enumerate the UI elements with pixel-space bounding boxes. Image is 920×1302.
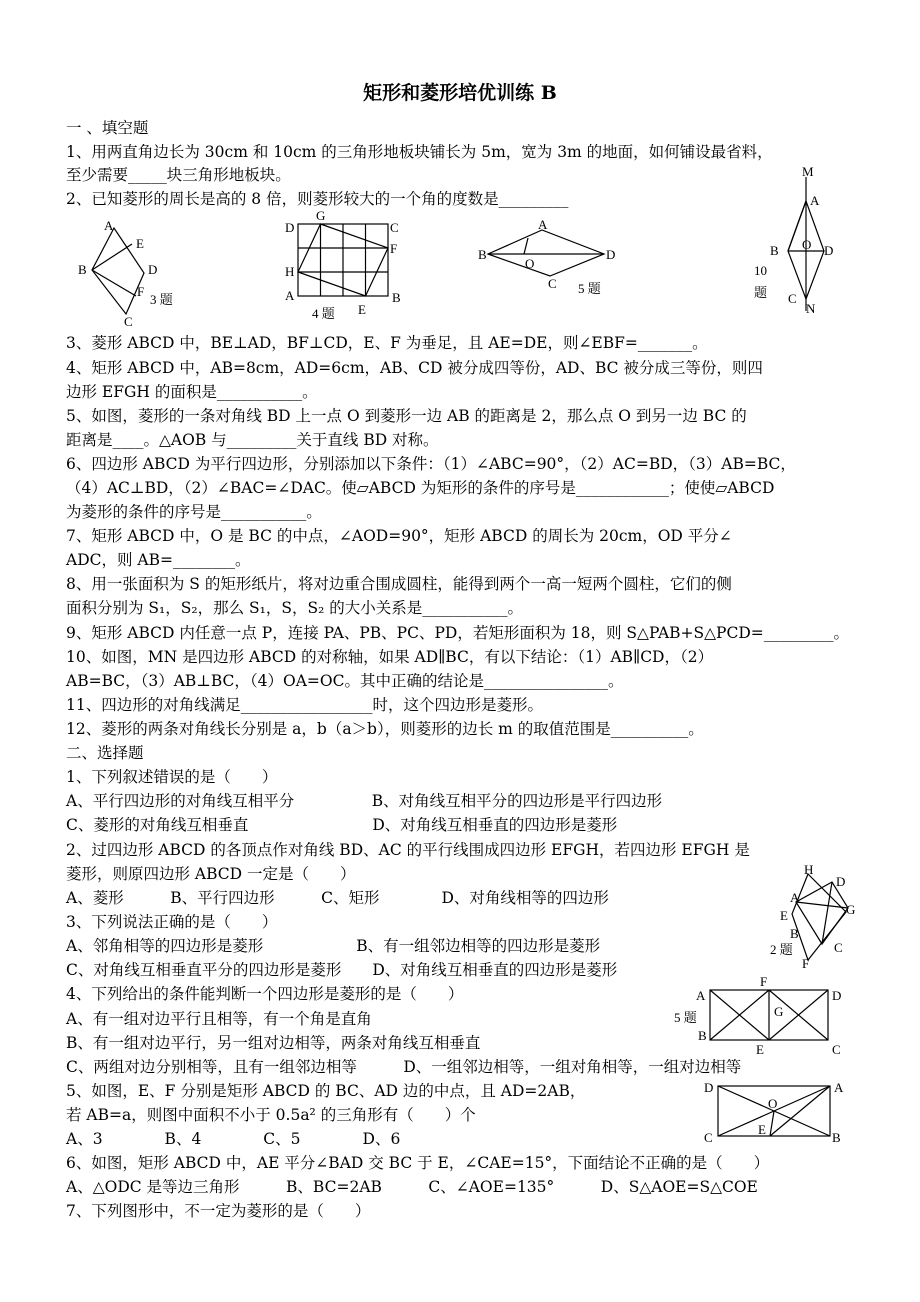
quadrilateral-abcd — [796, 882, 848, 944]
question-line: 2、已知菱形的周长是高的 8 倍，则菱形较大的一个角的度数是_________ — [66, 190, 569, 208]
question-line: 5、如图，E、F 分别是矩形 ABCD 的 BC、AD 边的中点，且 AD=2AB， — [66, 1082, 586, 1100]
label-a: A — [810, 193, 820, 208]
question-line: 边形 EFGH 的面积是___________。 — [66, 383, 318, 401]
label-e: E — [780, 908, 788, 923]
label-c: C — [548, 276, 557, 291]
label-a: A — [790, 890, 800, 905]
question-line: 5、如图，菱形的一条对角线 BD 上一点 O 到菱形一边 AB 的距离是 2，那么点 O 到另一边 BC 的 — [66, 407, 747, 425]
question-line: 12、菱形的两条对角线长分别是 a，b（a＞b），则菱形的边长 m 的取值范围是__________。 — [66, 720, 704, 738]
label-f: F — [802, 956, 810, 971]
segment-ae — [770, 1086, 830, 1136]
label-h: H — [285, 264, 295, 279]
question-line: 7、矩形 ABCD 中，O 是 BC 的中点，∠AOD=90°，矩形 ABCD 的周长为 20cm，OD 平分∠ — [66, 527, 732, 545]
question-line: 6、如图，矩形 ABCD 中，AE 平分∠BAD 交 BC 于 E，∠CAE=15°，下面结论不正确的是（ ） — [66, 1154, 770, 1172]
label-d: D — [836, 874, 846, 889]
question-line: 9、矩形 ABCD 内任意一点 P，连接 PA、PB、PC、PD，若矩形面积为 18，则 S△PAB+S△PCD=_________。 — [66, 624, 850, 642]
label-d: D — [832, 988, 842, 1003]
label-g: G — [774, 1004, 784, 1019]
question-line: 至少需要_____块三角形地板块。 — [66, 166, 291, 184]
figure-caption: 3 题 — [150, 292, 173, 307]
figure-q10 — [748, 163, 848, 327]
figure-caption: 5 题 — [674, 1010, 697, 1025]
label-c: C — [390, 220, 399, 235]
question-line: 面积分别为 S₁，S₂，那么 S₁，S，S₂ 的大小关系是___________。 — [66, 599, 523, 617]
figure-caption: 4 题 — [312, 306, 335, 321]
label-a: A — [696, 988, 706, 1003]
figure-caption: 题 — [754, 285, 768, 300]
label-b: B — [78, 262, 87, 277]
figure-caption: 5 题 — [578, 281, 601, 296]
diagonal-ac — [796, 902, 848, 908]
question-line: （4）AC⊥BD，（2）∠BAC=∠DAC。使▱ABCD 为矩形的条件的序号是____________；使使▱ABCD — [66, 479, 775, 497]
label-b: B — [832, 1130, 841, 1145]
label-d: D — [606, 247, 616, 262]
label-c: C — [832, 1042, 841, 1057]
label-d: D — [285, 220, 295, 235]
section-heading-choice: 二、选择题 — [66, 744, 144, 762]
question-line: 6、四边形 ABCD 为平行四边形，分别添加以下条件：（1）∠ABC=90°，（2）AC=BD，（3）AB=BC， — [66, 455, 796, 473]
label-d: D — [148, 262, 158, 277]
option-line: A、△ODC 是等边三角形 B、BC=2AB C、∠AOE=135° D、S△AOE=S△COE — [66, 1178, 758, 1196]
label-b: B — [790, 926, 799, 941]
label-o: O — [768, 1096, 778, 1111]
question-line: ADC，则 AB=________。 — [66, 551, 251, 569]
label-c: C — [124, 314, 133, 326]
segment-be — [92, 244, 132, 270]
question-line: 1、用两直角边长为 30cm 和 10cm 的三角形地板块铺长为 5m，宽为 3m 的地面，如何铺设最省料， — [66, 143, 773, 161]
label-b: B — [392, 290, 401, 305]
page-title: 矩形和菱形培优训练 B — [363, 82, 557, 104]
segment-bf — [92, 270, 136, 296]
label-a: A — [538, 218, 548, 232]
figure-q3 — [74, 218, 186, 330]
label-a: A — [285, 288, 295, 303]
option-line: A、平行四边形的对角线互相平分 B、对角线互相平分的四边形是平行四边形 — [66, 792, 663, 810]
label-o: O — [525, 256, 535, 271]
option-line: A、有一组对边平行且相等，有一个角是直角 — [66, 1010, 372, 1028]
option-line: C、菱形的对角线互相垂直 D、对角线互相垂直的四边形是菱形 — [66, 816, 618, 834]
perpendicular-segment — [524, 238, 528, 254]
label-b: B — [698, 1028, 707, 1043]
figure-caption: 2 题 — [770, 942, 793, 957]
label-n: N — [806, 301, 816, 316]
question-line: 若 AB=a，则图中面积不小于 0.5a² 的三角形有（ ）个 — [66, 1106, 476, 1124]
segment-oe — [770, 1111, 774, 1136]
label-b: B — [770, 243, 779, 258]
question-line: 4、矩形 ABCD 中，AB=8cm，AD=6cm，AB、CD 被分成四等份，AD、BC 被分成三等份，则四 — [66, 359, 763, 377]
option-line: A、菱形 B、平行四边形 C、矩形 D、对角线相等的四边形 — [66, 889, 609, 907]
section-heading-fill-blank: 一 、填空题 — [66, 119, 149, 137]
label-h: H — [804, 862, 814, 877]
option-line: A、邻角相等的四边形是菱形 B、有一组邻边相等的四边形是菱形 — [66, 937, 601, 955]
question-line: AB=BC，（3）AB⊥BC，（4）OA=OC。其中正确的结论是________________。 — [66, 672, 624, 690]
question-line: 8、用一张面积为 S 的矩形纸片，将对边重合围成圆柱，能得到两个一高一短两个圆柱，它们的侧 — [66, 575, 732, 593]
option-line: C、对角线互相垂直平分的四边形是菱形 D、对角线互相垂直的四边形是菱形 — [66, 961, 618, 979]
label-d: D — [824, 243, 834, 258]
label-c: C — [788, 291, 797, 306]
label-f: F — [137, 284, 145, 299]
figure-choice-q5 — [674, 972, 844, 1064]
label-m: M — [802, 164, 814, 179]
question-line: 1、下列叙述错误的是（ ） — [66, 768, 278, 786]
question-line: 11、四边形的对角线满足_________________时，这个四边形是菱形。 — [66, 696, 543, 714]
label-e: E — [758, 1122, 766, 1137]
label-a: A — [834, 1080, 844, 1095]
label-e: E — [136, 236, 144, 251]
label-g: G — [846, 902, 856, 917]
label-c: C — [704, 1130, 713, 1145]
question-line: 10、如图，MN 是四边形 ABCD 的对称轴，如果 AD∥BC，有以下结论：（1）AB∥CD，（2） — [66, 648, 714, 666]
figure-choice-q6 — [700, 1076, 860, 1154]
question-line: 4、下列给出的条件能判断一个四边形是菱形的是（ ） — [66, 985, 464, 1003]
figure-q4 — [282, 208, 412, 328]
label-f: F — [760, 974, 768, 989]
label-f: F — [390, 241, 398, 256]
question-line: 2、过四边形 ABCD 的各顶点作对角线 BD、AC 的平行线围成四边形 EFGH，若四边形 EFGH 是 — [66, 841, 750, 859]
label-b: B — [478, 247, 487, 262]
diagonal-bd — [822, 882, 832, 944]
rhombus-shape — [488, 230, 604, 276]
label-g: G — [316, 208, 326, 223]
label-o: O — [802, 237, 812, 252]
question-line: 3、菱形 ABCD 中，BE⊥AD，BF⊥CD，E、F 为垂足，且 AE=DE，则∠EBF=_______。 — [66, 334, 708, 352]
label-e: E — [358, 302, 366, 317]
question-line: 3、下列说法正确的是（ ） — [66, 913, 278, 931]
question-line: 7、下列图形中，不一定为菱形的是（ ） — [66, 1202, 371, 1220]
label-c: C — [834, 940, 843, 955]
label-a: A — [104, 218, 114, 233]
label-d: D — [704, 1080, 714, 1095]
figure-q5 — [478, 218, 628, 304]
question-line: 距离是____。△AOB 与_________关于直线 BD 对称。 — [66, 431, 439, 449]
question-line: 菱形，则原四边形 ABCD 一定是（ ） — [66, 865, 356, 883]
label-e: E — [756, 1042, 764, 1057]
option-line: C、两组对边分别相等，且有一组邻边相等 D、一组邻边相等，一组对角相等，一组对边相等 — [66, 1058, 742, 1076]
figure-choice-q2 — [762, 862, 872, 978]
question-line: 为菱形的条件的序号是___________。 — [66, 503, 322, 521]
option-line: B、有一组对边平行，另一组对边相等，两条对角线互相垂直 — [66, 1034, 481, 1052]
option-line: A、3 B、4 C、5 D、6 — [66, 1130, 401, 1148]
figure-caption: 10 — [754, 263, 767, 278]
